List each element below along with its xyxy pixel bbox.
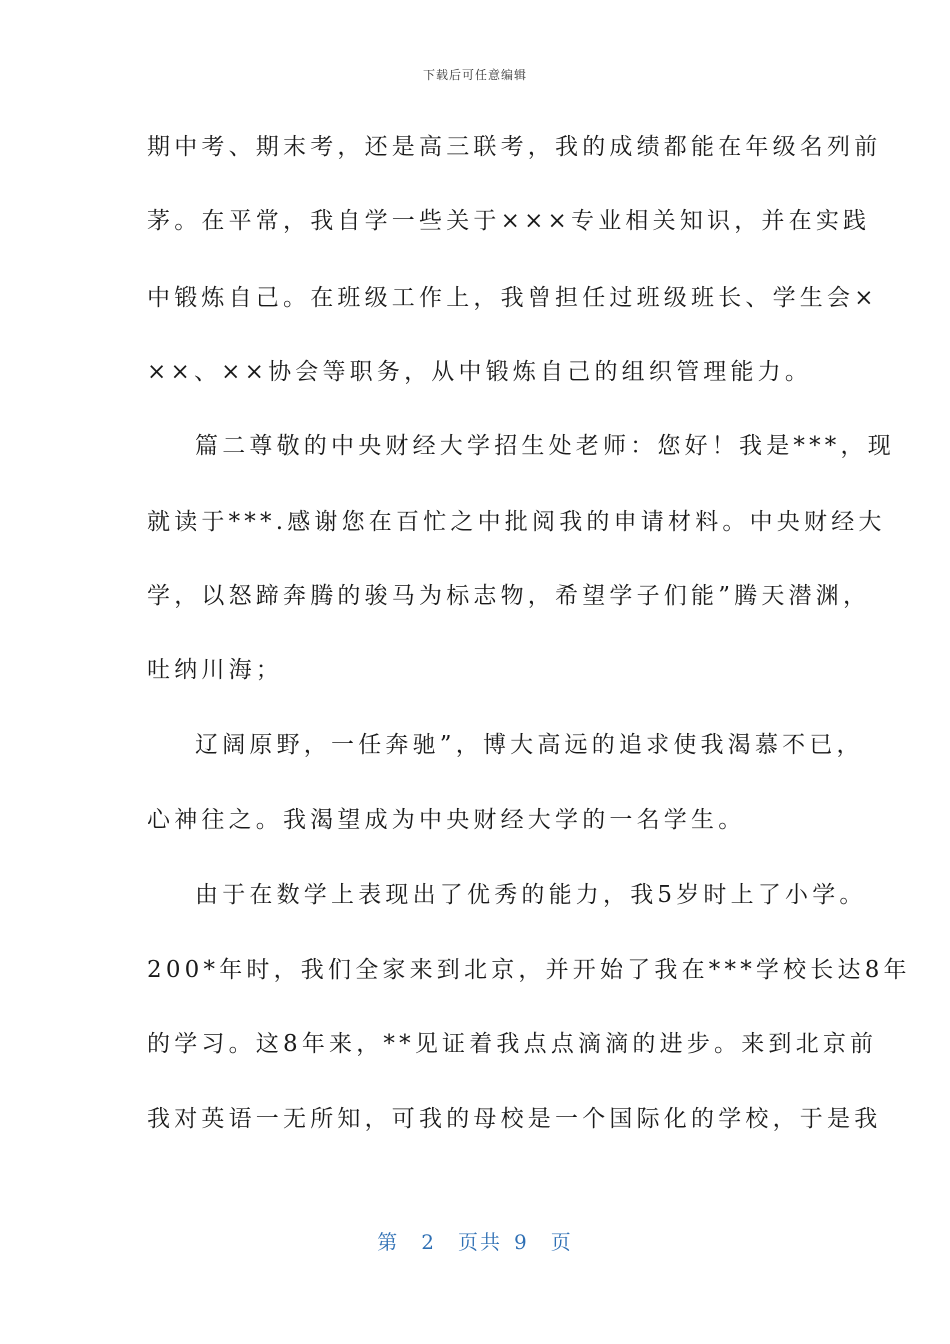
body-line-12: 200*年时，我们全家来到北京，并开始了我在***学校长达8年	[147, 957, 911, 983]
current-page-number: 2	[421, 1230, 436, 1254]
page-prefix: 第	[377, 1230, 400, 1254]
body-line-14: 我对英语一无所知，可我的母校是一个国际化的学校，于是我	[147, 1106, 882, 1132]
page-number-footer	[0, 1226, 950, 1255]
body-line-11: 由于在数学上表现出了优秀的能力，我5岁时上了小学。	[195, 882, 867, 908]
page-suffix: 页	[550, 1230, 573, 1254]
body-line-5: 篇二尊敬的中央财经大学招生处老师：您好！我是***，现	[195, 433, 895, 459]
body-line-9: 辽阔原野，一任奔驰”，博大高远的追求使我渴慕不已，	[195, 732, 864, 758]
body-line-13: 的学习。这8年来，**见证着我点点滴滴的进步。来到北京前	[147, 1031, 878, 1057]
body-line-7: 学，以怒蹄奔腾的骏马为标志物，希望学子们能”腾天潜渊，	[147, 583, 871, 609]
page-mid-label: 页共	[458, 1230, 502, 1254]
body-line-4: ××、××协会等职务，从中锻炼自己的组织管理能力。	[147, 359, 813, 385]
header-note: 下载后可任意编辑	[422, 68, 527, 82]
body-line-2: 茅。在平常，我自学一些关于×××专业相关知识，并在实践	[147, 208, 871, 234]
body-line-8: 吐纳川海；	[147, 657, 283, 683]
total-pages-number: 9	[514, 1230, 529, 1254]
body-line-6: 就读于***.感谢您在百忙之中批阅我的申请材料。中央财经大	[147, 509, 886, 535]
body-line-3: 中锻炼自己。在班级工作上，我曾担任过班级班长、学生会×	[147, 285, 878, 311]
body-line-1: 期中考、期末考，还是高三联考，我的成绩都能在年级名列前	[147, 134, 882, 160]
body-line-10: 心神往之。我渴望成为中央财经大学的一名学生。	[147, 807, 746, 833]
